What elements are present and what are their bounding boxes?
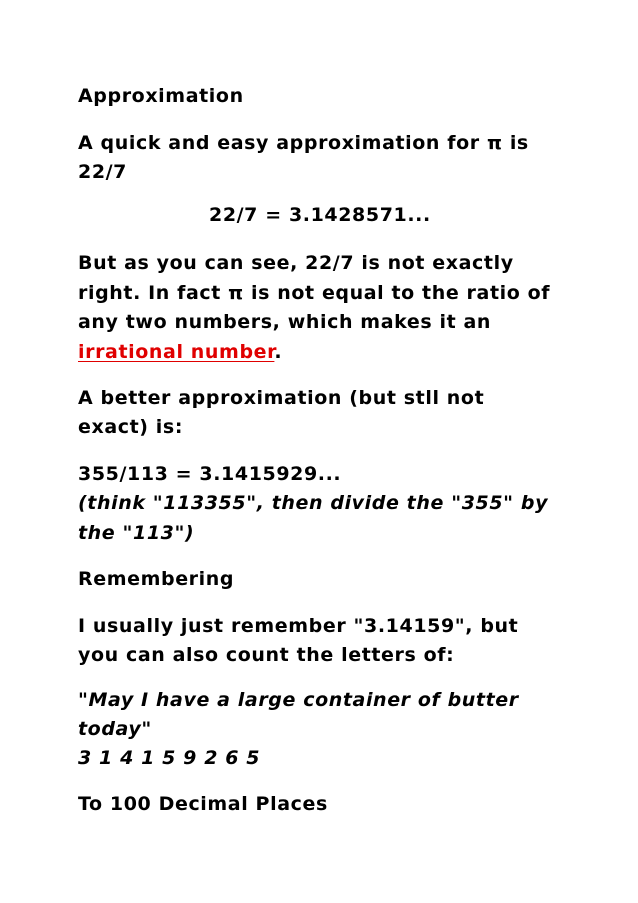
mnemonic-digits: 3 1 4 1 5 9 2 6 5 [78, 747, 261, 769]
intro-line-2: 22/7 [78, 161, 128, 183]
heading-approximation: Approximation [78, 85, 244, 107]
better-approx-line-1: A better approximation (but stll not [78, 387, 485, 409]
heading-remembering: Remembering [78, 568, 235, 590]
paragraph-line-3: any two numbers, which makes it an [78, 311, 492, 333]
paragraph-line-4 [78, 340, 282, 364]
hint-line-1: (think "113355", then divide the "355" by [78, 492, 549, 514]
remember-line-2: you can also count the letters of: [78, 644, 455, 666]
paragraph-line-1: But as you can see, 22/7 is not exactly [78, 252, 514, 274]
hint-line-2: the "113") [78, 522, 195, 544]
intro-line-1: A quick and easy approximation for π is [78, 132, 529, 154]
sentence-period: . [274, 341, 283, 363]
heading-100-decimal-places: To 100 Decimal Places [78, 793, 328, 815]
mnemonic-line-2: today" [78, 718, 152, 740]
irrational-number-link[interactable]: irrational number [78, 341, 275, 363]
equation-355-113: 355/113 = 3.1415929... [78, 463, 342, 485]
remember-line-1: I usually just remember "3.14159", but [78, 615, 519, 637]
paragraph-line-2: right. In fact π is not equal to the ratio of [78, 282, 551, 304]
mnemonic-line-1: "May I have a large container of butter [78, 689, 519, 711]
better-approx-line-2: exact) is: [78, 416, 184, 438]
equation-22-7: 22/7 = 3.1428571... [209, 204, 431, 226]
